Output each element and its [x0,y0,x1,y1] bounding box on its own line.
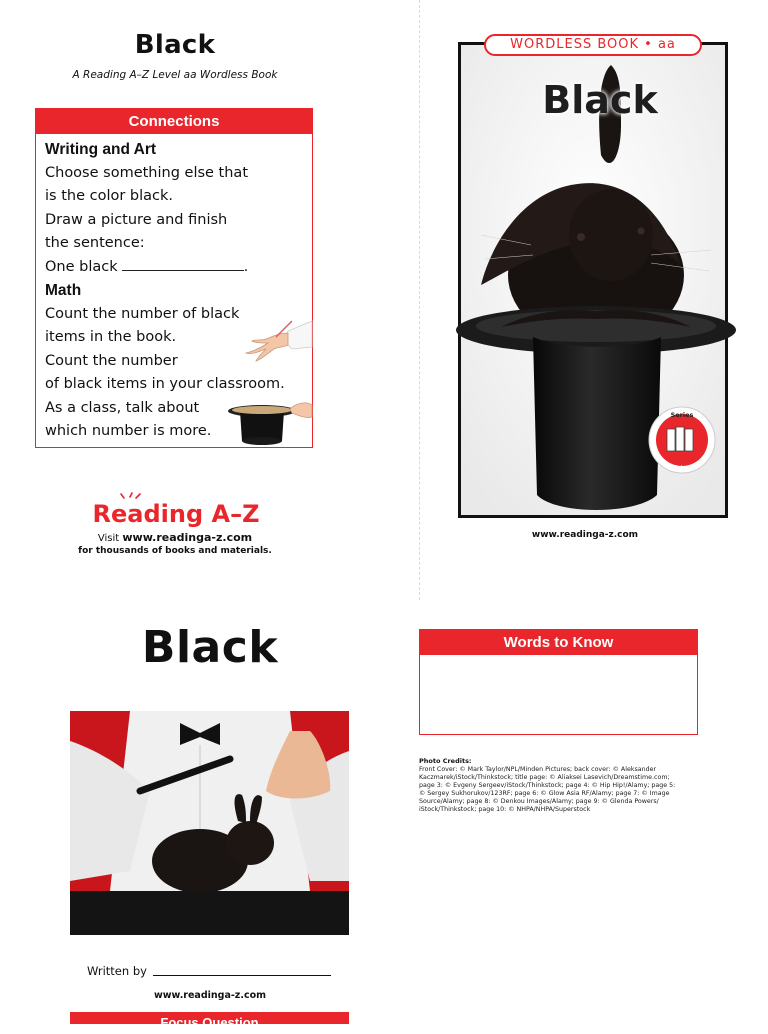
math-line: Count the number of black [45,305,240,322]
words-to-know-box [419,629,698,735]
writing-line: Choose something else that [45,164,248,181]
photo-credits-line: © Sergey Sukhorukov/123RF; page 6: © Glow Asia RF/Alamy; page 7: © Image [419,790,670,798]
front-cover-url[interactable]: www.readinga-z.com [531,530,639,540]
visit-prefix: Visit [97,533,120,544]
math-line: items in the book. [45,329,177,345]
front-cover-title: Black [542,78,658,122]
photo-credits-body [419,766,701,815]
math-heading: Math [45,282,82,299]
math-line: As a class, talk about [45,399,200,416]
wordless-book-badge: WORDLESS BOOK • aa [484,34,702,56]
photo-credits-line: Source/Alamy; page 8: © Denkou Images/Alamy; page 9: © Glenda Powers/ [419,798,659,806]
math-line: Count the number [45,352,178,369]
sentence-prompt [45,256,248,280]
reading-a-z-logo-text: Reading A–Z [92,500,260,528]
writing-and-art-section [45,138,248,279]
back-cover-subtitle: A Reading A–Z Level aa Wordless Book [72,69,278,81]
writing-and-art-heading: Writing and Art [45,141,157,158]
words-to-know-header: Words to Know [420,630,697,655]
connections-header: Connections [36,109,312,134]
reading-a-z-logo [92,492,260,532]
seal-series-name: Colors [673,465,691,471]
magician-with-rabbit-image [70,711,349,935]
photo-credits-line: iStock/Thinkstock; page 10: © NHPA/NHPA/Superstock [419,806,591,814]
seal-series-label: Series [670,411,694,419]
photo-credits-line: Front Cover: © Mark Taylor/NPL/Minden Pictures; back cover: © Aleksander [419,766,657,773]
visit-suffix: for thousands of books and materials. [78,546,272,556]
written-by-label: Written by [87,964,147,978]
photo-credits-title: Photo Credits: [419,757,472,765]
title-page-url[interactable]: www.readinga-z.com [153,990,267,1001]
visit-line [60,531,290,544]
math-line: which number is more. [45,423,212,439]
top-hat-illustration [226,397,314,447]
focus-question-header: Focus Question [70,1012,349,1024]
colors-series-seal [647,405,717,475]
writing-line: the sentence: [45,235,145,251]
writing-line: Draw a picture and finish [45,211,228,228]
magician-rabbit-photo [70,711,349,935]
connections-box [35,108,313,448]
writing-line: is the color black. [45,188,174,204]
written-by-line [153,975,331,976]
sentence-blank-line [122,256,244,271]
photo-credits-line: page 3: © Evgeny Sergeev/iStock/Thinkstock; page 4: © Hip Hip!/Alamy; page 5: [419,782,676,790]
fold-guide-line [419,0,420,600]
sentence-start: One black [45,258,118,275]
math-line: of black items in your classroom. [45,376,285,392]
sentence-end: . [243,258,249,275]
visit-url-link[interactable]: www.readinga-z.com [122,531,253,544]
magician-hand-illustration [232,317,312,373]
back-cover-title: Black [134,30,216,60]
photo-credits-line: Kaczmarek/iStock/Thinkstock; title page: © Aliaksei Lasevich/Dreamstime.com; [419,774,670,782]
title-page-title: Black [141,622,279,673]
